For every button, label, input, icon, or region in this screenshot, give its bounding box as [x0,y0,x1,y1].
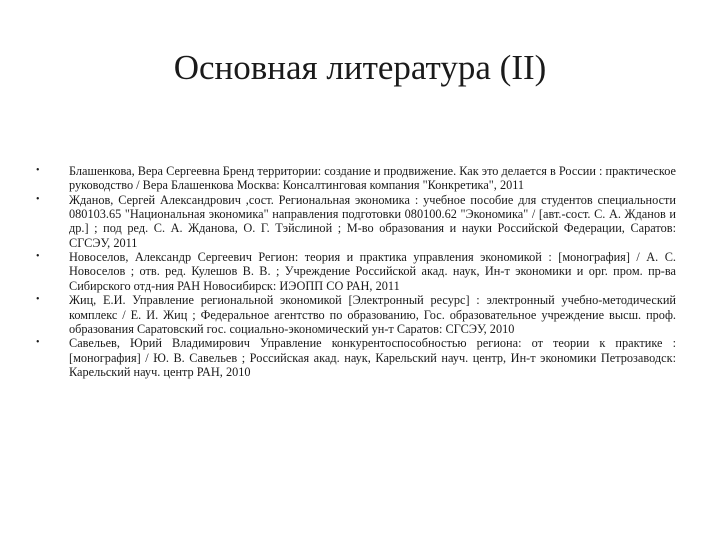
reference-text: Жиц, Е.И. Управление региональной экономикой [Электронный ресурс] : электронный учебно-методический комплекс / Е. И. Жиц ; Федеральное агентство по образованию, Гос. образовательное учреждение высш. проф. образования Саратовский гос. социально-экономический ун-т Саратов: СГСЭУ, 2010 [69,293,676,336]
reference-text: Блашенкова, Вера Сергеевна Бренд территории: создание и продвижение. Как это делается в России : практическое руководство / Вера Блашенкова Москва: Консалтинговая компания "Конкретика", 2011 [69,164,676,193]
reference-item-5 [36,336,676,379]
reference-list [36,164,676,380]
bullet-icon: • [36,294,40,306]
bullet-icon: • [36,193,40,205]
reference-text: Новоселов, Александр Сергеевич Регион: теория и практика управления экономикой : [монография] / А. С. Новоселов ; отв. ред. Кулешов В. В. ; Учреждение Российской акад. наук, Ин-т экономики и орг. пром. пр-ва Сибирского отд-ния РАН Новосибирск: ИЭОПП СО РАН, 2011 [69,250,676,293]
reference-text: Жданов, Сергей Александрович ,сост. Региональная экономика : учебное пособие для студентов специальности 080103.65 "Национальная экономика" направления подготовки 080100.62 "Экономика" / [авт.-сост. С. А. Жданов и др.] ; под ред. С. А. Жданова, О. Г. Тэйслиной ; М-во образования и науки Российской Федерации, Саратов: СГСЭУ, 2011 [69,192,676,250]
bullet-icon: • [36,165,40,176]
reference-item-3 [36,250,676,293]
reference-item-2 [36,193,676,250]
bullet-icon: • [36,337,40,349]
slide-title: Основная литература (II) [173,48,547,87]
reference-item-1 [36,164,676,192]
reference-item-4 [36,293,676,336]
reference-text: Савельев, Юрий Владимирович Управление конкурентоспособностью региона: от теории к практике : [монография] / Ю. В. Савельев ; Российская акад. наук, Карельский науч. центр, Ин-т экономики Петрозаводск: Карельский науч. центр РАН, 2010 [69,336,676,379]
bullet-icon: • [36,251,40,263]
